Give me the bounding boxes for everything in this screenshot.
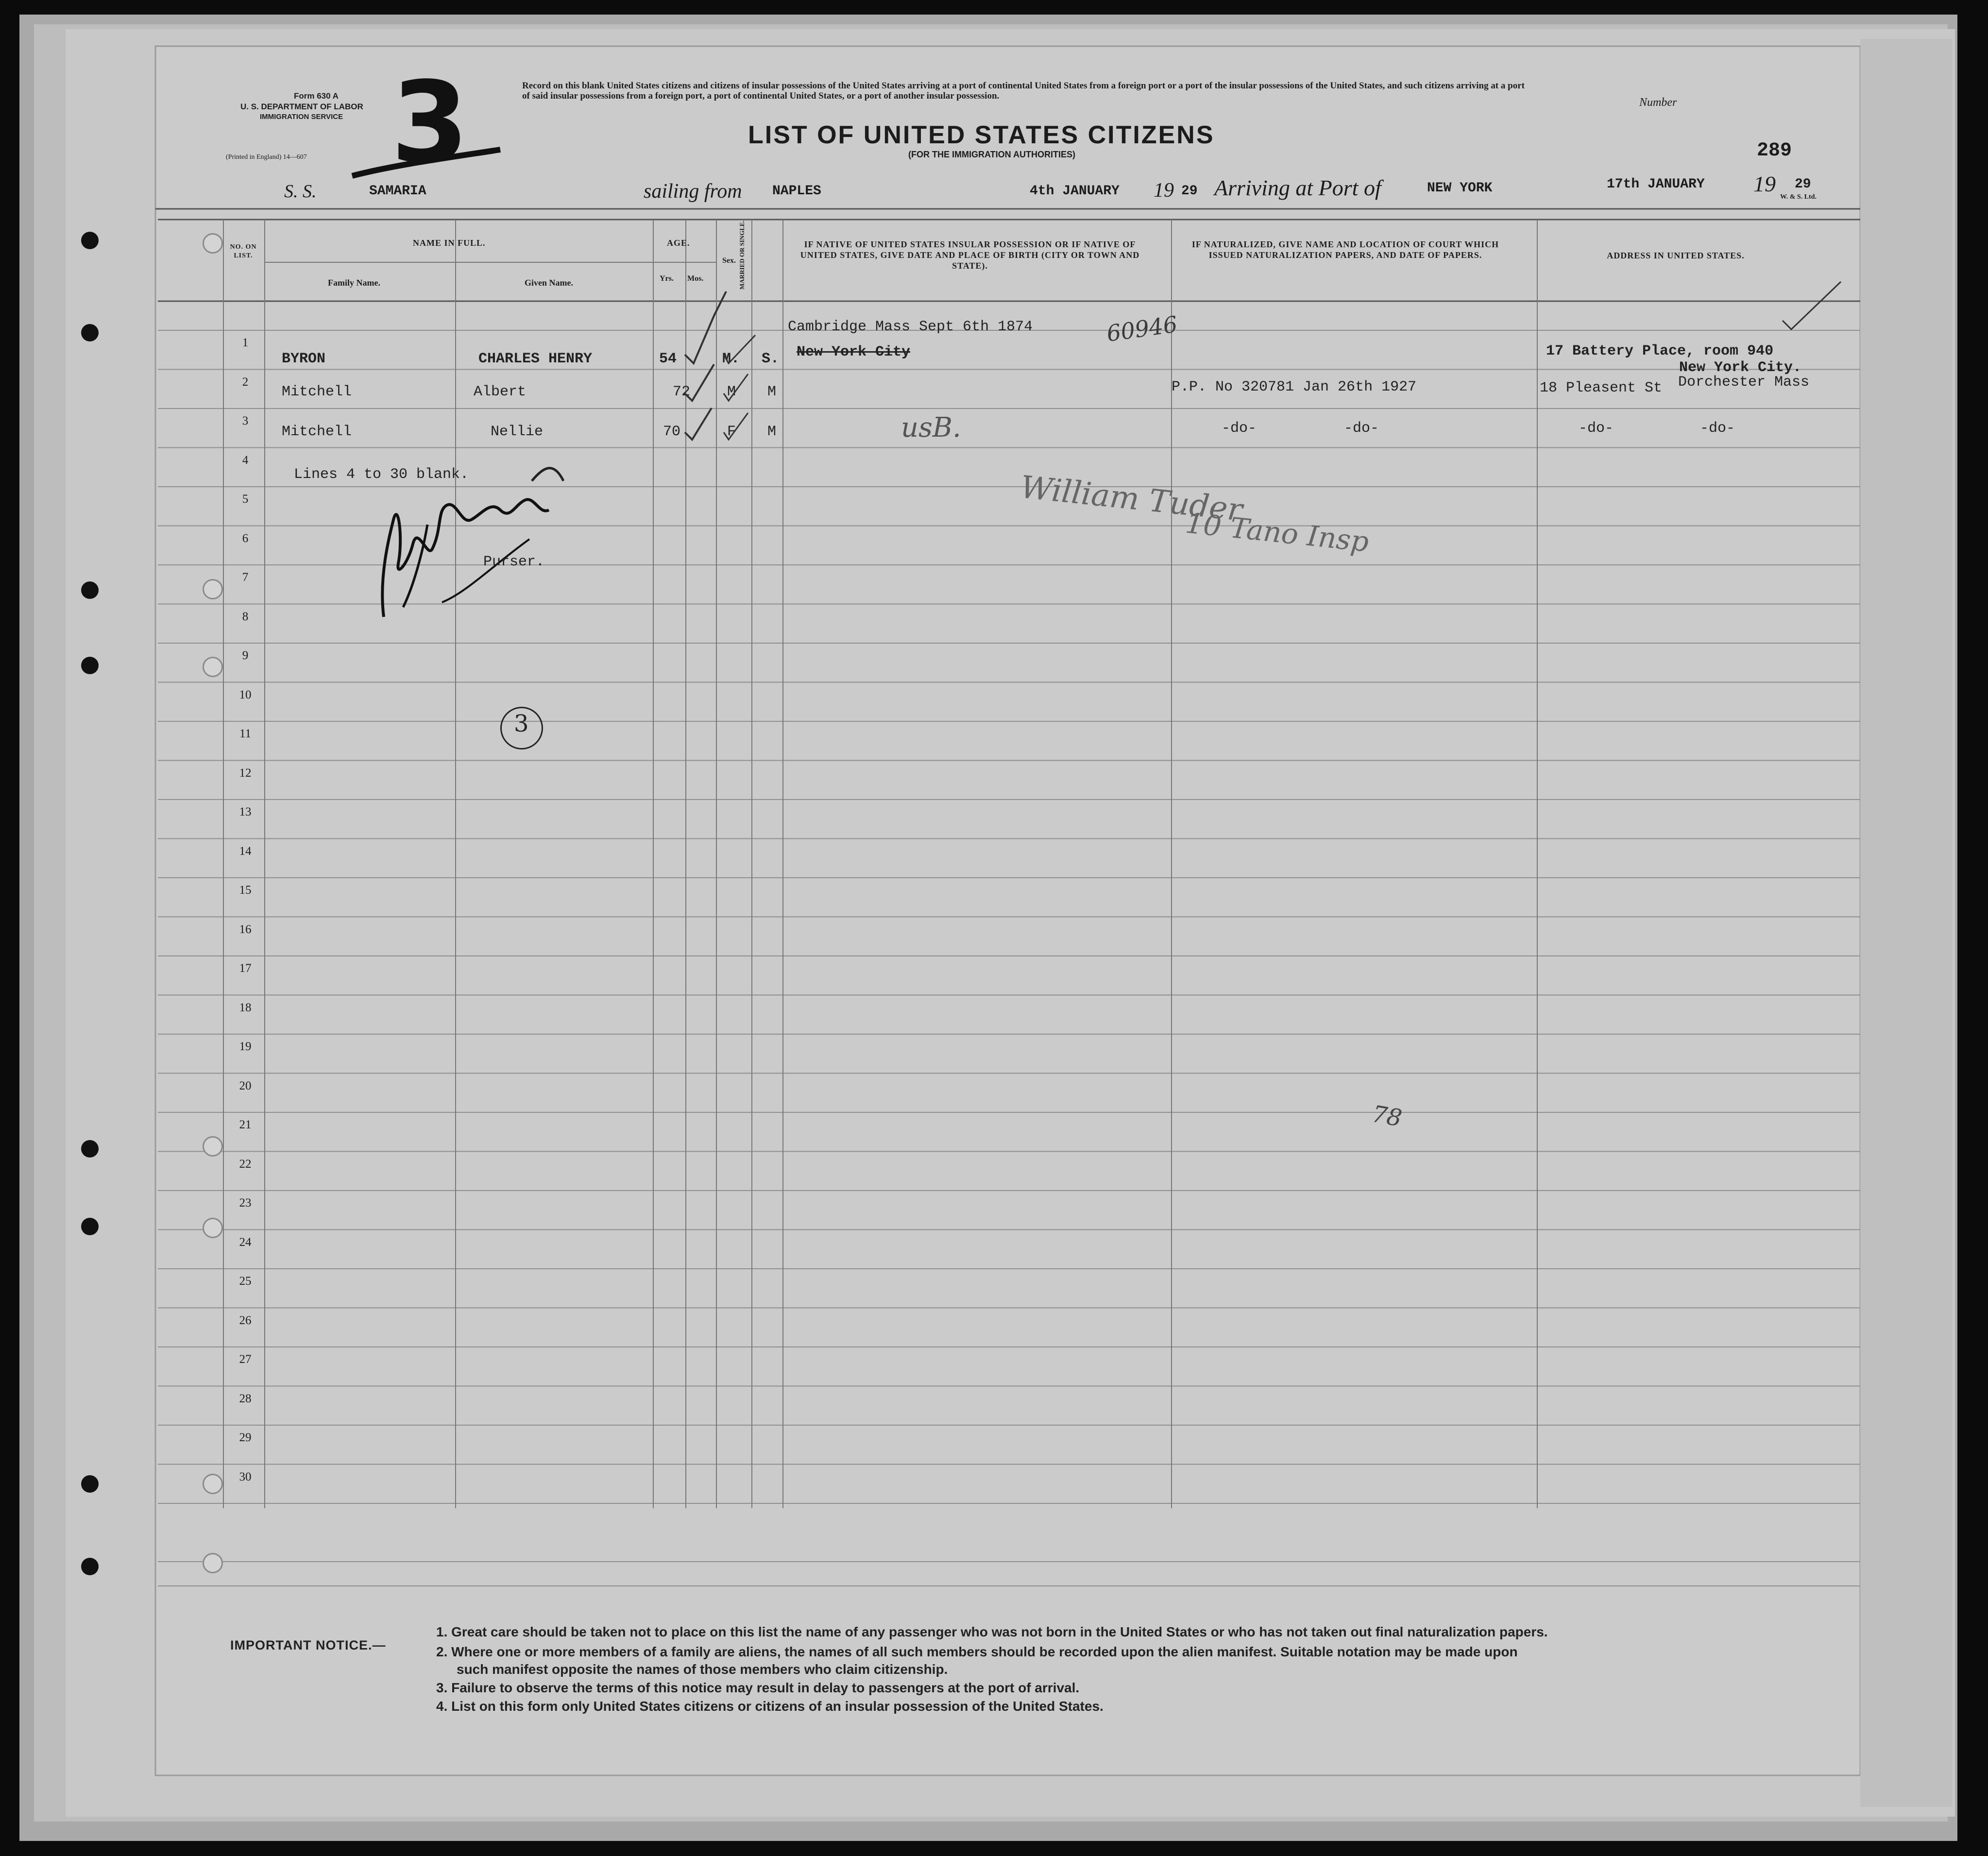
row-number: 13 — [239, 805, 252, 818]
row-number: 18 — [239, 1001, 252, 1014]
row-number: 8 — [242, 610, 249, 623]
row-number: 23 — [239, 1196, 252, 1209]
birth-line-1: Cambridge Mass Sept 6th 1874 — [788, 319, 1033, 335]
page-number: 289 — [1757, 140, 1792, 162]
address-line-2: Dorchester Mass — [1678, 374, 1810, 391]
punch-hole — [81, 1475, 99, 1493]
row-number: 21 — [239, 1118, 252, 1131]
row-number: 15 — [239, 884, 252, 897]
col-given-name: Given Name. — [525, 278, 573, 288]
printed-note: (Printed in England) 14—607 — [226, 153, 307, 161]
col-birth: IF NATIVE OF UNITED STATES INSULAR POSSESSION OR IF NATIVE OF UNITED STATES, GIVE DATE AND PLACE OF BIRTH (CITY OR TOWN AND STATE). — [800, 239, 1140, 271]
row-number: 1 — [242, 336, 249, 349]
service-label: IMMIGRATION SERVICE — [260, 113, 343, 121]
notice-item-3: 3. Failure to observe the terms of this notice may result in delay to passengers at the port of arrival. — [436, 1680, 1080, 1695]
row-number: 26 — [239, 1313, 252, 1327]
row-number: 20 — [239, 1079, 252, 1092]
arrival-port: NEW YORK — [1427, 181, 1493, 196]
row-number: 6 — [242, 531, 249, 545]
arrival-year-prefix: 19 — [1753, 171, 1776, 196]
row-number: 17 — [239, 962, 252, 975]
punch-hole — [81, 1140, 99, 1158]
punch-hole — [81, 581, 99, 599]
col-yrs: Yrs. — [660, 274, 674, 283]
notice-item-2: 2. Where one or more members of a family are aliens, the names of all such members should be recorded upon the alien manifest. Suitable notation may be made upon — [436, 1644, 1518, 1659]
col-family-name: Family Name. — [328, 278, 380, 288]
age-years: 54 — [659, 351, 677, 367]
row-number: 10 — [239, 688, 252, 701]
col-name-in-full: NAME IN FULL. — [413, 238, 486, 248]
notice-item-1: 1. Great care should be taken not to place on this list the name of any passenger who was not born in the United States or who has not taken out final naturalization papers. — [436, 1624, 1548, 1639]
address-check-mark — [1778, 277, 1846, 335]
instruction-text: Record on this blank United States citizens and citizens of insular possessions of the United States arriving at a port of continental United States from a foreign port or a port of the insular possessions of the United States, and such citizens arriving at a port of said insular possessions from a foreign port, a port of continental United States, or a port of another insular possession. — [522, 81, 1525, 101]
address-line-2: -do- — [1700, 420, 1735, 437]
number-underline — [350, 146, 505, 180]
naturalization: -do- -do- — [1222, 420, 1379, 437]
row-number: 24 — [239, 1235, 252, 1249]
sailing-label: sailing from — [644, 180, 742, 203]
naturalization: P.P. No 320781 Jan 26th 1927 — [1172, 379, 1417, 395]
number-label: Number — [1639, 96, 1677, 109]
address-line-1: 18 Pleasent St — [1540, 380, 1663, 396]
row-number: 27 — [239, 1353, 252, 1366]
address-line-2: New York City. — [1679, 359, 1802, 376]
col-no: NO. ON LIST. — [230, 243, 257, 259]
row-number: 9 — [242, 649, 249, 662]
usb-note: usB. — [901, 412, 961, 443]
sex: M. — [722, 351, 740, 367]
given-name: CHARLES HENRY — [478, 351, 593, 367]
notice-item-4: 4. List on this form only United States citizens or citizens of an insular possession of the United States. — [436, 1699, 1104, 1714]
punch-hole — [81, 657, 99, 674]
age-years: 70 — [663, 424, 681, 440]
age-years: 72 — [673, 384, 691, 400]
row-number: 22 — [239, 1157, 252, 1171]
punch-hole — [81, 232, 99, 249]
page-subtitle: (FOR THE IMMIGRATION AUTHORITIES) — [908, 150, 1075, 159]
col-mos: Mos. — [687, 274, 704, 283]
departure-year: 29 — [1181, 184, 1198, 199]
address-line-1: 17 Battery Place, room 940 — [1546, 343, 1774, 359]
row-number: 5 — [242, 493, 249, 506]
punch-hole — [203, 1553, 223, 1573]
row-number: 30 — [239, 1470, 252, 1483]
page-title: LIST OF UNITED STATES CITIZENS — [748, 121, 1215, 149]
row-number: 12 — [239, 766, 252, 780]
marital-status: M — [767, 384, 777, 400]
departure-date: 4th JANUARY — [1030, 184, 1120, 199]
arriving-label: Arriving at Port of — [1214, 175, 1381, 200]
printer-mark: W. & S. Ltd. — [1780, 193, 1817, 201]
col-address: ADDRESS IN UNITED STATES. — [1607, 251, 1745, 260]
punch-hole — [81, 1558, 99, 1575]
notice-heading: IMPORTANT NOTICE.— — [230, 1638, 386, 1652]
sex: M — [727, 384, 736, 400]
departure-port: NAPLES — [772, 184, 821, 199]
family-name: BYRON — [282, 351, 326, 367]
form-number: Form 630 A — [294, 91, 339, 101]
notice-item-2-cont: such manifest opposite the names of those members who claim citizenship. — [457, 1662, 948, 1677]
family-name: Mitchell — [282, 384, 352, 400]
row-number: 28 — [239, 1392, 252, 1405]
col-sex: Sex. — [722, 256, 736, 265]
col-naturalized: IF NATURALIZED, GIVE NAME AND LOCATION OF COURT WHICH ISSUED NATURALIZATION PAPERS, AND DATE OF PAPERS. — [1191, 239, 1499, 260]
row-number: 4 — [242, 453, 249, 467]
col-married: MARRIED OR SINGLE. — [738, 221, 746, 289]
birth-line-2: New York City — [797, 344, 911, 360]
address-line-1: -do- — [1579, 420, 1614, 437]
check-marks — [651, 282, 767, 447]
punch-hole — [81, 1218, 99, 1235]
row-number: 19 — [239, 1040, 252, 1053]
row-number: 11 — [239, 727, 252, 740]
punch-hole — [203, 579, 223, 599]
sex: F — [727, 424, 736, 440]
department-label: U. S. DEPARTMENT OF LABOR — [240, 102, 363, 111]
arrival-year: 29 — [1795, 177, 1811, 192]
row-number: 16 — [239, 922, 252, 936]
marital-status: M — [767, 424, 777, 440]
circled-number-text: 3 — [514, 710, 529, 737]
row-number: 2 — [242, 375, 249, 389]
row-number: 29 — [239, 1431, 252, 1444]
ship-name: SAMARIA — [369, 184, 426, 199]
row-number: 7 — [242, 571, 249, 584]
punch-hole — [81, 324, 99, 341]
row-number: 25 — [239, 1275, 252, 1288]
row-number: 14 — [239, 844, 252, 858]
stamp-number: 60946 — [1104, 311, 1179, 347]
arrival-date: 17th JANUARY — [1607, 177, 1705, 192]
punch-hole — [203, 1474, 223, 1494]
inspector-note: 10 Tano Insp — [1184, 506, 1371, 559]
given-name: Nellie — [491, 424, 544, 440]
purser-label: Purser. — [483, 554, 545, 570]
given-name: Albert — [474, 384, 527, 400]
col-age: AGE. — [667, 238, 690, 248]
punch-hole — [203, 233, 223, 254]
ss-label: S. S. — [284, 181, 317, 202]
row-number: 3 — [242, 414, 249, 427]
big-manifest-number: 3 — [391, 58, 469, 188]
punch-hole — [203, 1136, 223, 1157]
punch-hole — [203, 1218, 223, 1238]
departure-year-prefix: 19 — [1154, 179, 1174, 202]
blank-lines-note: Lines 4 to 30 blank. — [294, 466, 469, 483]
marital-status: S. — [762, 351, 780, 367]
margin-number: 78 — [1370, 1100, 1404, 1132]
punch-hole — [203, 657, 223, 677]
family-name: Mitchell — [282, 424, 352, 440]
inspector-name: William Tuder — [1019, 469, 1244, 528]
